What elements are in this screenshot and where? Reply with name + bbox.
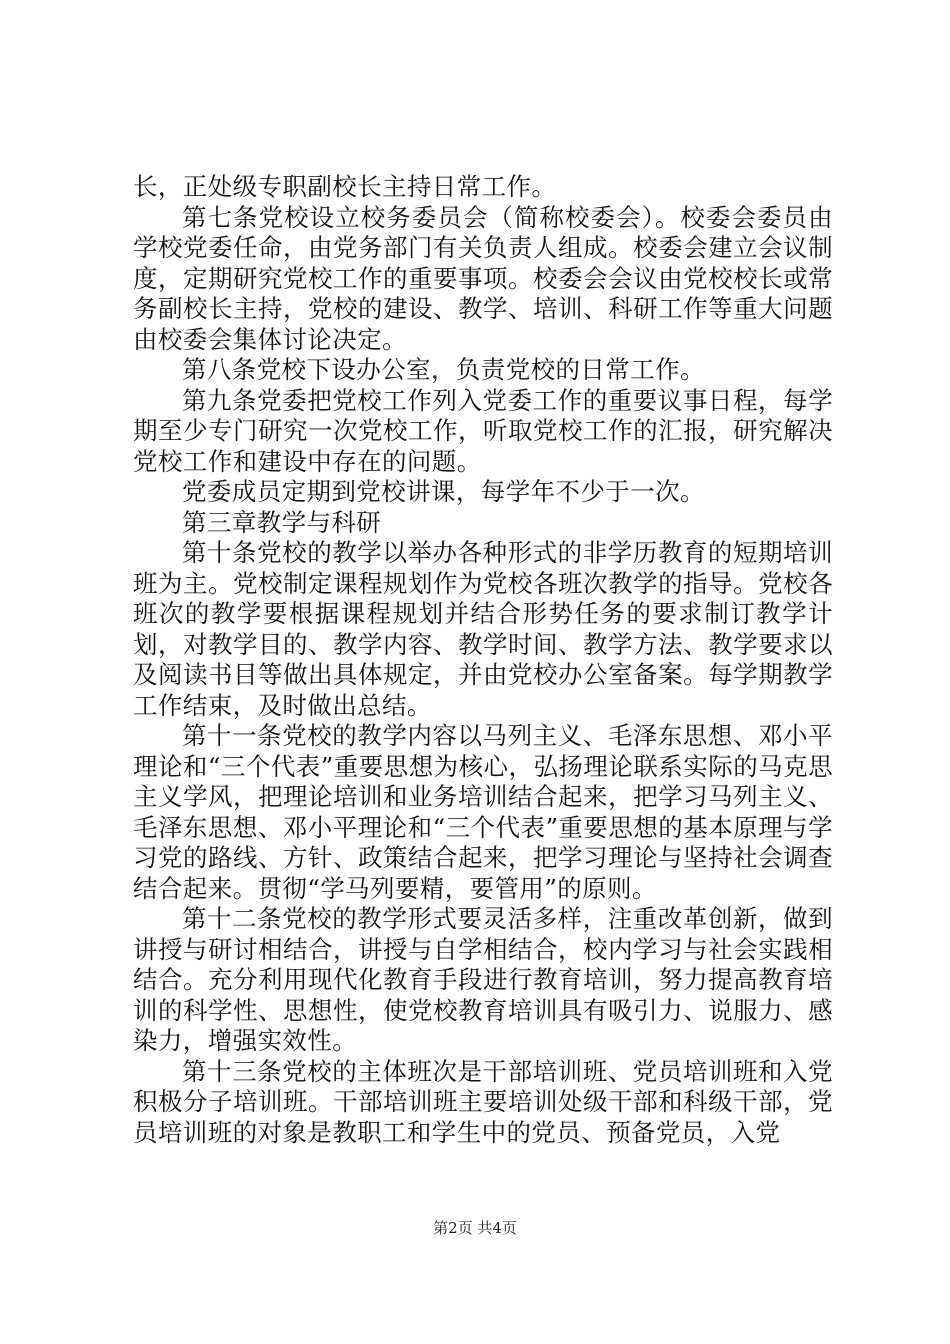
- paragraph-article-13: 第十三条党校的主体班次是干部培训班、党员培训班和入党积极分子培训班。干部培训班主要培训处级干部和科级干部，党员培训班的对象是教职工和学生中的党员、预备党员，入党: [133, 1056, 833, 1147]
- paragraph-continuation: 长，正处级专职副校长主持日常工作。: [133, 172, 557, 201]
- paragraph-article-7: 第七条党校设立校务委员会（简称校委会）。校委会委员由学校党委任命，由党务部门有关负责人组成。校委会建立会议制度，定期研究党校工作的重要事项。校委会会议由党校校长或常务副校长主持，党校的建设、教学、培训、科研工作等重大问题由校委会集体讨论决定。: [133, 202, 833, 354]
- paragraph-article-8: 第八条党校下设办公室，负责党校的日常工作。: [182, 355, 705, 384]
- document-body: [133, 172, 833, 1148]
- page-number-footer: 第2页 共4页: [433, 1219, 517, 1237]
- paragraph-article-12: 第十二条党校的教学形式要灵活多样，注重改革创新，做到讲授与研讨相结合，讲授与自学相结合，校内学习与社会实践相结合。充分利用现代化教育手段进行教育培训，努力提高教育培训的科学性、思想性，使党校教育培训具有吸引力、说服力、感染力，增强实效性。: [133, 904, 833, 1055]
- chapter-heading: 第三章教学与科研: [182, 507, 382, 537]
- paragraph-article-10: 第十条党校的教学以举办各种形式的非学历教育的短期培训班为主。党校制定课程规划作为党校各班次教学的指导。党校各班次的教学要根据课程规划并结合形势任务的要求制订教学计划，对教学目的、教学内容、教学时间、教学方法、教学要求以及阅读书目等做出具体规定，并由党校办公室备案。每学期教学工作结束，及时做出总结。: [133, 538, 833, 720]
- paragraph-party-lecture: 党委成员定期到党校讲课，每学年不少于一次。: [182, 477, 705, 506]
- paragraph-article-11: 第十一条党校的教学内容以马列主义、毛泽东思想、邓小平理论和“三个代表”重要思想为核心，弘扬理论联系实际的马克思主义学风，把理论培训和业务培训结合起来，把学习马列主义、毛泽东思想、邓小平理论和“三个代表”重要思想的基本原理与学习党的路线、方针、政策结合起来，把学习理论与坚持社会调查结合起来。贯彻“学马列要精，要管用”的原则。: [133, 721, 833, 903]
- paragraph-article-9: 第九条党委把党校工作列入党委工作的重要议事日程，每学期至少专门研究一次党校工作，听取党校工作的汇报，研究解决党校工作和建设中存在的问题。: [133, 385, 833, 476]
